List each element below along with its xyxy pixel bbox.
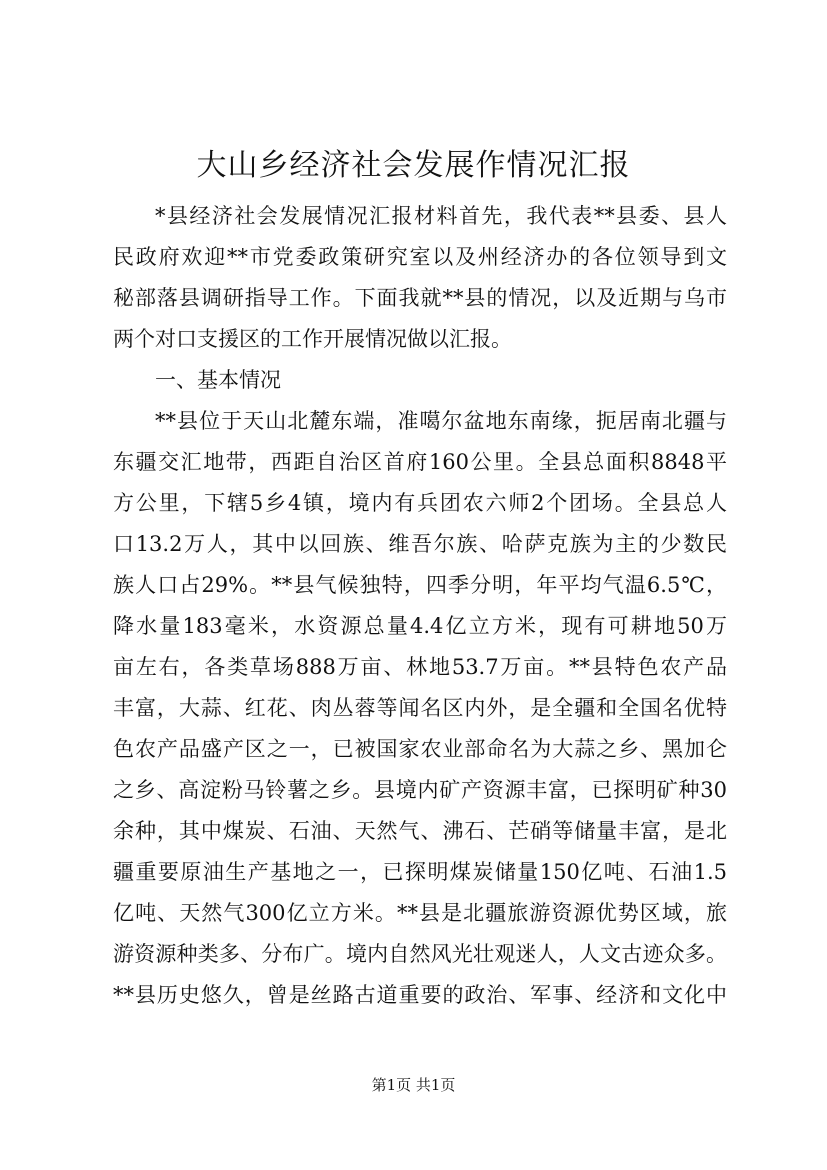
paragraph-line: 亩左右，各类草场888万亩、林地53.7万亩。**县特色农产品 — [113, 655, 727, 679]
paragraph-line: 之乡、高淀粉马铃薯之乡。县境内矿产资源丰富，已探明矿种30 — [113, 778, 727, 802]
paragraph-line: 方公里，下辖5乡4镇，境内有兵团农六师2个团场。全县总人 — [113, 491, 727, 515]
paragraph-line: **县历史悠久，曾是丝路古道重要的政治、军事、经济和文化中 — [113, 983, 727, 1007]
paragraph-line: 秘部落县调研指导工作。下面我就**县的情况，以及近期与乌市 — [113, 286, 727, 310]
paragraph-line: 亿吨、天然气300亿立方米。**县是北疆旅游资源优势区域，旅 — [113, 901, 727, 925]
paragraph-line: 降水量183毫米，水资源总量4.4亿立方米，现有可耕地50万 — [113, 614, 727, 638]
section-heading: 一、基本情况 — [155, 368, 281, 392]
document-body — [113, 196, 727, 1016]
paragraph-line: 色农产品盛产区之一，已被国家农业部命名为大蒜之乡、黑加仑 — [113, 737, 727, 761]
page-number-footer: 第1页 共1页 — [371, 1076, 456, 1094]
document-title: 大山乡经济社会发展作情况汇报 — [196, 148, 631, 183]
paragraph-line: 余种，其中煤炭、石油、天然气、沸石、芒硝等储量丰富，是北 — [113, 819, 727, 843]
paragraph-line: **县位于天山北麓东端，准噶尔盆地东南缘，扼居南北疆与 — [155, 409, 727, 433]
paragraph-line: *县经济社会发展情况汇报材料首先，我代表**县委、县人 — [155, 204, 727, 228]
paragraph-line: 两个对口支援区的工作开展情况做以汇报。 — [113, 327, 512, 351]
paragraph-line: 疆重要原油生产基地之一，已探明煤炭储量150亿吨、石油1.5 — [113, 860, 727, 884]
paragraph-line: 丰富，大蒜、红花、肉丛蓉等闻名区内外，是全疆和全国名优特 — [113, 696, 727, 720]
paragraph-line: 东疆交汇地带，西距自治区首府160公里。全县总面积8848平 — [113, 450, 727, 474]
paragraph-line: 口13.2万人，其中以回族、维吾尔族、哈萨克族为主的少数民 — [113, 532, 727, 556]
paragraph-line: 族人口占29%。**县气候独特，四季分明，年平均气温6.5℃， — [113, 573, 727, 597]
paragraph-line: 游资源种类多、分布广。境内自然风光壮观迷人，人文古迹众多。 — [113, 942, 727, 966]
paragraph-line: 民政府欢迎**市党委政策研究室以及州经济办的各位领导到文 — [113, 245, 727, 269]
